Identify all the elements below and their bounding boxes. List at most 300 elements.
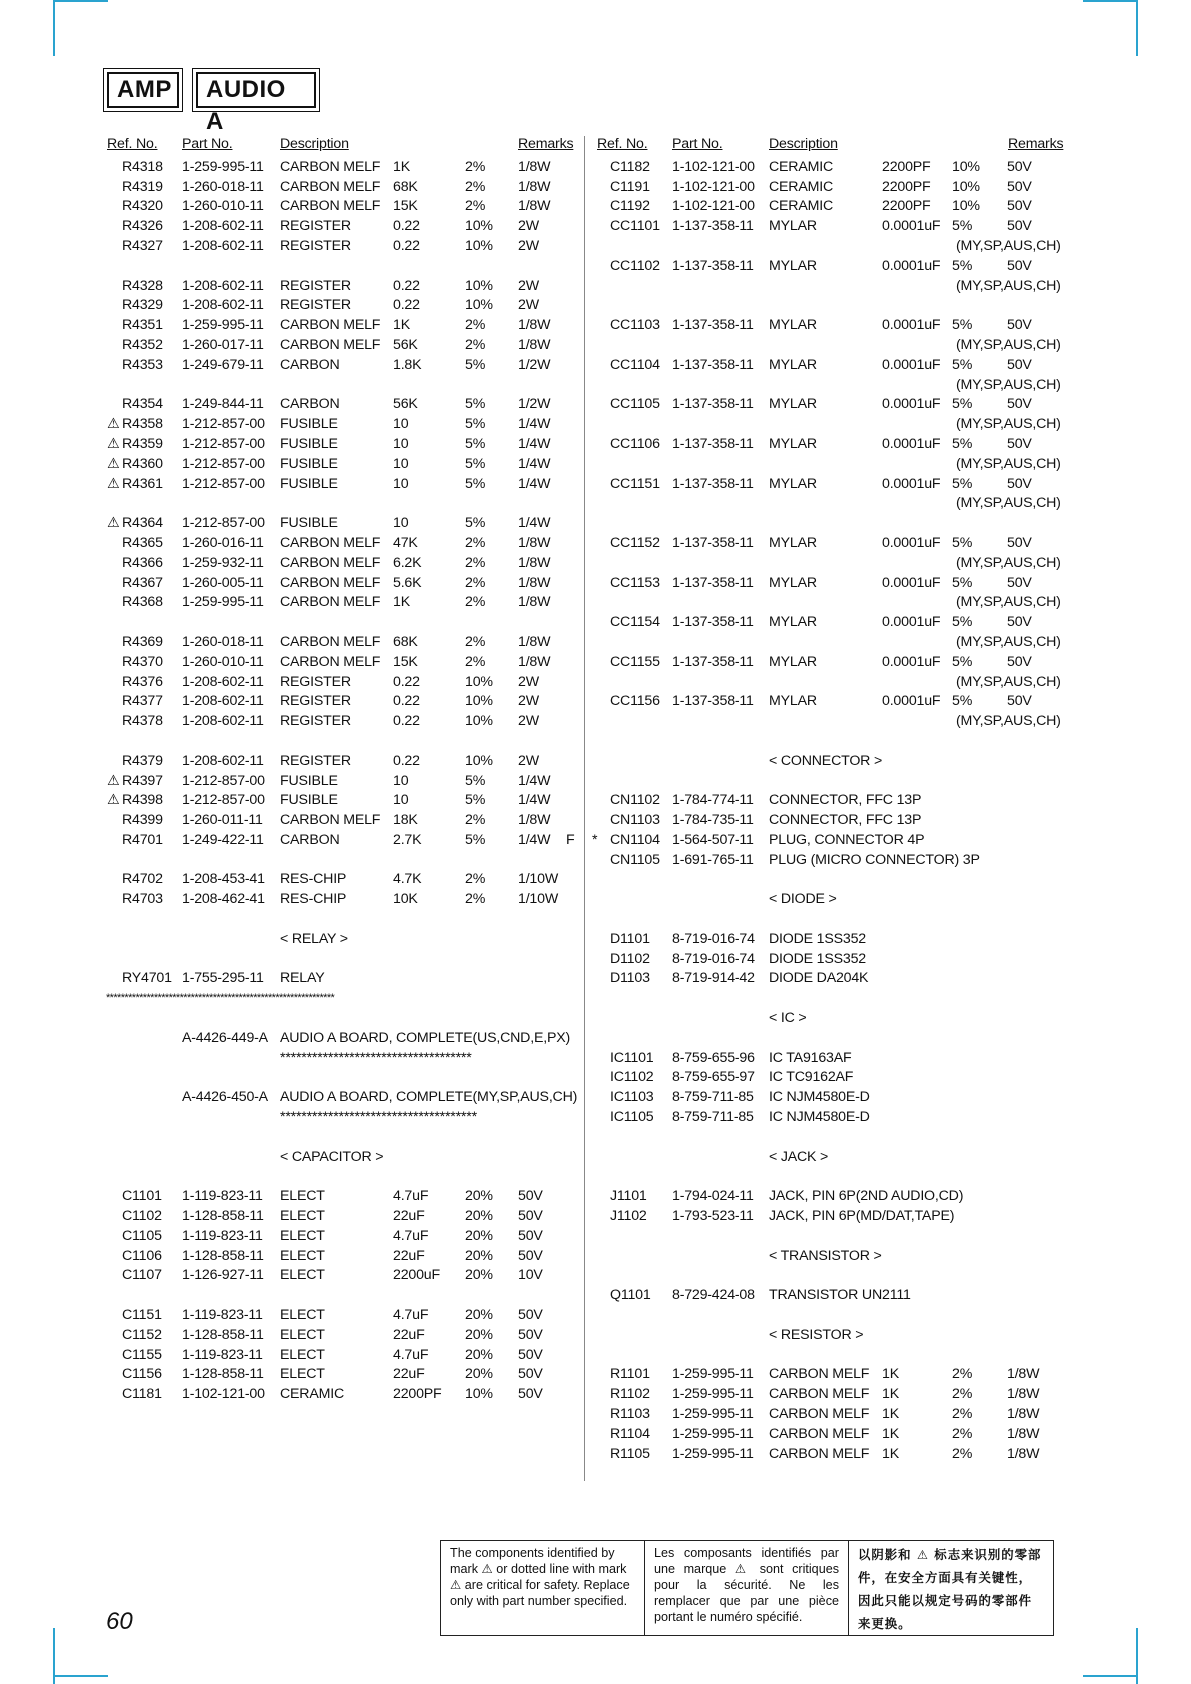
part-no: 1-137-358-11 <box>672 435 754 452</box>
description: CARBON MELF <box>280 574 381 591</box>
value: 1K <box>393 317 410 334</box>
value: 0.22 <box>393 218 420 235</box>
rating: 50V <box>518 1346 543 1363</box>
value: 0.0001uF <box>882 574 941 591</box>
value: 15K <box>393 653 418 670</box>
description: < CAPACITOR > <box>280 1148 384 1165</box>
safety-note-chinese: 以阴影和 ⚠ 标志来识别的零部件，在安全方面具有关键性，因此只能以规定号码的零部件来更换。 <box>858 1547 1042 1631</box>
part-no: 1-260-011-11 <box>182 812 263 829</box>
ref-no: R4358 <box>122 416 163 433</box>
description: RES-CHIP <box>280 891 347 908</box>
part-no: 1-208-602-11 <box>182 752 264 769</box>
table-row <box>588 296 1068 316</box>
ref-no: R4326 <box>122 218 163 235</box>
description: FUSIBLE <box>280 515 338 532</box>
rating: 50V <box>518 1386 543 1403</box>
description: REGISTER <box>280 218 351 235</box>
crop-mark-top-left-v <box>53 0 55 56</box>
rating: 2W <box>518 693 539 710</box>
tolerance: 20% <box>465 1326 493 1343</box>
table-row <box>588 1405 1068 1425</box>
rating: 1/8W <box>518 178 551 195</box>
part-no: 1-137-358-11 <box>672 534 754 551</box>
value: 6.2K <box>393 554 422 571</box>
part-no: 1-755-295-11 <box>182 970 264 987</box>
value: 22uF <box>393 1208 425 1225</box>
safety-note <box>440 1540 1054 1636</box>
section-tag-amp: AMP <box>107 72 179 108</box>
table-row <box>588 692 1068 712</box>
value: 5.6K <box>393 574 422 591</box>
tolerance: 10% <box>465 752 493 769</box>
description: MYLAR <box>769 534 817 551</box>
part-no: 1-793-523-11 <box>672 1208 754 1225</box>
table-row <box>588 1207 1068 1227</box>
part-no: 1-564-507-11 <box>672 831 754 848</box>
tolerance: 10% <box>465 693 493 710</box>
table-row <box>100 435 580 455</box>
critical-mark: ⚠ <box>107 515 120 532</box>
part-no: 8-759-711-85 <box>672 1109 754 1126</box>
description: MYLAR <box>769 396 817 413</box>
tolerance: 5% <box>465 455 486 472</box>
table-row <box>588 1088 1068 1108</box>
critical-mark: ⚠ <box>107 475 120 492</box>
table-row <box>588 217 1068 237</box>
part-no: 1-260-016-11 <box>182 534 264 551</box>
part-no: 8-759-655-96 <box>672 1049 755 1066</box>
ref-no: R1102 <box>610 1386 650 1403</box>
rating: 1/10W <box>518 891 559 908</box>
tolerance: 5% <box>952 218 973 235</box>
table-row <box>100 316 580 336</box>
tolerance: 5% <box>952 475 973 492</box>
table-row <box>100 554 580 574</box>
tolerance: 20% <box>465 1366 493 1383</box>
tolerance: 2% <box>465 198 486 215</box>
table-row <box>588 890 1068 910</box>
table-row <box>100 890 580 910</box>
value: 1K <box>882 1445 899 1462</box>
table-row <box>100 277 580 297</box>
critical-mark: ⚠ <box>107 435 120 452</box>
section-tag-audio-a: AUDIO A <box>196 72 316 108</box>
ref-no: R4354 <box>122 396 163 413</box>
ref-no: IC1101 <box>610 1049 654 1066</box>
value: 56K <box>393 336 418 353</box>
description: ************************************ <box>280 1049 472 1066</box>
ref-no: CN1102 <box>610 792 660 809</box>
part-no: 1-102-121-00 <box>672 178 755 195</box>
table-row <box>100 1286 580 1306</box>
part-no: 8-719-914-42 <box>672 970 755 987</box>
col-part-no: Part No. <box>672 136 723 152</box>
description: ************************************* <box>280 1109 477 1126</box>
description: < IC > <box>769 1010 807 1027</box>
description: CARBON MELF <box>280 554 381 571</box>
remarks: (MY,SP,AUS,CH) <box>956 713 1061 730</box>
ref-no: CC1103 <box>610 317 660 334</box>
tolerance: 5% <box>465 435 486 452</box>
rating: 1/4W <box>518 435 551 452</box>
part-no: 1-137-358-11 <box>672 356 754 373</box>
description: MYLAR <box>769 653 817 670</box>
rating: 50V <box>1007 693 1032 710</box>
ref-no: R4364 <box>122 515 163 532</box>
table-row <box>100 1187 580 1207</box>
description: < DIODE > <box>769 891 837 908</box>
col-description: Description <box>769 136 838 152</box>
table-row <box>588 554 1068 574</box>
description: REGISTER <box>280 297 351 314</box>
table-row <box>588 237 1068 257</box>
description: REGISTER <box>280 237 351 254</box>
value: 2.7K <box>393 831 422 848</box>
value: 1K <box>393 158 410 175</box>
rating: 50V <box>1007 178 1032 195</box>
table-row <box>100 989 580 1009</box>
remarks: (MY,SP,AUS,CH) <box>956 554 1061 571</box>
rating: 2W <box>518 713 539 730</box>
description: ELECT <box>280 1307 325 1324</box>
table-row <box>100 336 580 356</box>
description: MYLAR <box>769 693 817 710</box>
description: CERAMIC <box>769 198 834 215</box>
part-no: 1-128-858-11 <box>182 1208 264 1225</box>
table-row <box>588 930 1068 950</box>
ref-no: CC1152 <box>610 534 660 551</box>
value: 4.7uF <box>393 1227 429 1244</box>
description: FUSIBLE <box>280 416 338 433</box>
description: FUSIBLE <box>280 772 338 789</box>
critical-mark: ⚠ <box>107 792 120 809</box>
col-ref-no: Ref. No. <box>597 136 648 152</box>
table-header <box>588 135 1068 155</box>
ref-no: R4368 <box>122 594 163 611</box>
tolerance: 10% <box>465 1386 493 1403</box>
ref-no: R4379 <box>122 752 163 769</box>
rating: 50V <box>1007 158 1032 175</box>
description: MYLAR <box>769 614 817 631</box>
tolerance: 5% <box>952 693 973 710</box>
table-row <box>100 1326 580 1346</box>
part-no: 1-260-017-11 <box>182 336 264 353</box>
part-no: 1-212-857-00 <box>182 435 265 452</box>
rating: 50V <box>1007 257 1032 274</box>
table-row <box>100 217 580 237</box>
ref-no: R4359 <box>122 435 163 452</box>
table-row <box>588 1068 1068 1088</box>
value: 68K <box>393 633 418 650</box>
rating: 50V <box>518 1366 543 1383</box>
rating: 50V <box>1007 435 1032 452</box>
ref-no: C1155 <box>122 1346 162 1363</box>
description: CERAMIC <box>280 1386 345 1403</box>
description: REGISTER <box>280 713 351 730</box>
description: < CONNECTOR > <box>769 752 883 769</box>
tolerance: 5% <box>465 831 486 848</box>
tolerance: 2% <box>465 178 486 195</box>
part-no: 1-128-858-11 <box>182 1366 264 1383</box>
table-row <box>100 811 580 831</box>
critical-mark: ⚠ <box>107 772 120 789</box>
description: JACK, PIN 6P(MD/DAT,TAPE) <box>769 1208 955 1225</box>
part-no: 1-137-358-11 <box>672 218 754 235</box>
description: MYLAR <box>769 317 817 334</box>
ref-no: J1102 <box>610 1208 647 1225</box>
table-row <box>588 712 1068 732</box>
description: CARBON <box>280 831 340 848</box>
rating: 50V <box>518 1326 543 1343</box>
description: ELECT <box>280 1208 325 1225</box>
table-row <box>100 1346 580 1366</box>
table-row <box>100 257 580 277</box>
ref-no: CC1155 <box>610 653 660 670</box>
table-row <box>100 930 580 950</box>
value: 0.0001uF <box>882 356 941 373</box>
rating: 1/8W <box>518 554 551 571</box>
tolerance: 10% <box>465 277 493 294</box>
tolerance: 2% <box>465 653 486 670</box>
ref-no: IC1103 <box>610 1089 654 1106</box>
rating: 1/8W <box>518 812 551 829</box>
part-no: 8-719-016-74 <box>672 950 755 967</box>
table-row <box>588 772 1068 792</box>
tolerance: 5% <box>952 534 973 551</box>
rating: 50V <box>1007 614 1032 631</box>
table-row <box>588 1385 1068 1405</box>
part-no: 1-212-857-00 <box>182 772 265 789</box>
rating: 1/8W <box>1007 1445 1040 1462</box>
value: 18K <box>393 812 418 829</box>
description: CONNECTOR, FFC 13P <box>769 812 922 829</box>
description: FUSIBLE <box>280 475 338 492</box>
value: 1.8K <box>393 356 422 373</box>
ref-no: C1151 <box>122 1307 162 1324</box>
table-row <box>588 534 1068 554</box>
ref-no: R4328 <box>122 277 163 294</box>
value: 22uF <box>393 1247 425 1264</box>
table-row <box>100 791 580 811</box>
table-row <box>100 395 580 415</box>
safety-note-english: The components identified by mark ⚠ or dotted line with mark ⚠ are critical for safety. Replace only with part number specified. <box>441 1541 645 1635</box>
ref-no: R4320 <box>122 198 163 215</box>
value: 0.0001uF <box>882 317 941 334</box>
rating: 1/8W <box>518 534 551 551</box>
table-row <box>588 1365 1068 1385</box>
table-row <box>100 1049 580 1069</box>
rating: 1/8W <box>518 158 551 175</box>
critical-mark: * <box>592 831 598 848</box>
tolerance: 2% <box>465 871 486 888</box>
table-row <box>100 969 580 989</box>
ref-no: CC1101 <box>610 218 660 235</box>
part-no: 1-208-453-41 <box>182 871 265 888</box>
remarks: (MY,SP,AUS,CH) <box>956 336 1061 353</box>
value: 0.0001uF <box>882 475 941 492</box>
page-number: 60 <box>106 1608 133 1635</box>
ref-no: C1106 <box>122 1247 162 1264</box>
value: 2200PF <box>882 178 931 195</box>
ref-no: CC1151 <box>610 475 660 492</box>
value: 4.7uF <box>393 1307 429 1324</box>
tolerance: 10% <box>465 713 493 730</box>
tolerance: 2% <box>465 594 486 611</box>
rating: 1/8W <box>518 653 551 670</box>
description: REGISTER <box>280 673 351 690</box>
part-no: 1-208-462-41 <box>182 891 265 908</box>
table-row <box>100 1029 580 1049</box>
value: 0.0001uF <box>882 693 941 710</box>
rating: 1/4W <box>518 455 551 472</box>
table-row <box>100 1088 580 1108</box>
col-description: Description <box>280 136 349 152</box>
table-row <box>100 356 580 376</box>
description: CARBON <box>280 396 340 413</box>
part-no: 8-759-711-85 <box>672 1089 754 1106</box>
table-row <box>100 772 580 792</box>
value: 56K <box>393 396 418 413</box>
safety-note-french: Les composants identifiés par une marque ⚠ sont critiques pour la sécurité. Ne les remplacer que par une pièce portant le numéro spécifié. <box>645 1541 849 1635</box>
value: 10 <box>393 455 409 472</box>
critical-mark: ⚠ <box>107 416 120 433</box>
table-row <box>100 613 580 633</box>
ref-no: C1102 <box>122 1208 162 1225</box>
col-ref-no: Ref. No. <box>107 136 158 152</box>
table-row <box>100 732 580 752</box>
rating: 2W <box>518 237 539 254</box>
table-row <box>100 712 580 732</box>
ref-no: Q1101 <box>610 1287 651 1304</box>
part-no: 1-208-602-11 <box>182 713 264 730</box>
rating: 50V <box>1007 574 1032 591</box>
part-no: 1-259-995-11 <box>672 1406 754 1422</box>
rating: 50V <box>518 1208 543 1225</box>
value: 2200PF <box>882 158 931 175</box>
part-no: 1-137-358-11 <box>672 475 754 492</box>
description: DIODE DA204K <box>769 970 869 987</box>
ref-no: R4398 <box>122 792 163 809</box>
value: 4.7uF <box>393 1346 429 1363</box>
table-row <box>100 197 580 217</box>
tolerance: 2% <box>465 336 486 353</box>
col-remarks: Remarks <box>518 136 574 152</box>
table-row <box>588 514 1068 534</box>
part-no: 1-208-602-11 <box>182 218 264 235</box>
tolerance: 5% <box>952 356 973 373</box>
tolerance: 20% <box>465 1247 493 1264</box>
part-no: 1-137-358-11 <box>672 257 754 274</box>
description: ELECT <box>280 1188 325 1205</box>
ref-no: R4399 <box>122 812 163 829</box>
ref-no: C1105 <box>122 1227 162 1244</box>
rating: 1/8W <box>518 633 551 650</box>
value: 10K <box>393 891 418 908</box>
part-no: 1-249-422-11 <box>182 831 264 848</box>
ref-no: C1107 <box>122 1267 162 1284</box>
table-row <box>100 653 580 673</box>
part-no: 1-212-857-00 <box>182 792 265 809</box>
description: REGISTER <box>280 693 351 710</box>
ref-no: R4367 <box>122 574 163 591</box>
description: PLUG, CONNECTOR 4P <box>769 831 925 848</box>
ref-no: J1101 <box>610 1188 647 1205</box>
tolerance: 2% <box>952 1386 973 1403</box>
part-no: 1-137-358-11 <box>672 653 754 670</box>
parts-list-left-body <box>100 158 580 1405</box>
part-no: 1-208-602-11 <box>182 693 264 710</box>
part-no: 1-119-823-11 <box>182 1307 263 1324</box>
rating: 50V <box>1007 475 1032 492</box>
table-row <box>100 1227 580 1247</box>
ref-no: R1104 <box>610 1425 650 1442</box>
description: CARBON MELF <box>769 1445 870 1462</box>
table-row <box>100 534 580 554</box>
ref-no: D1102 <box>610 950 650 967</box>
tolerance: 5% <box>952 257 973 274</box>
value: 0.22 <box>393 752 420 769</box>
rating: 2W <box>518 673 539 690</box>
rating: 1/8W <box>1007 1386 1040 1403</box>
crop-mark-top-right-v <box>1136 0 1138 56</box>
description: < TRANSISTOR > <box>769 1247 882 1264</box>
ref-no: C1192 <box>610 198 650 215</box>
table-row <box>100 455 580 475</box>
table-row <box>588 1148 1068 1168</box>
value: 10 <box>393 772 409 789</box>
table-row <box>100 831 580 851</box>
part-no: 1-208-602-11 <box>182 277 264 294</box>
ref-no: CN1103 <box>610 812 660 829</box>
rating: 50V <box>518 1188 543 1205</box>
part-no: 1-259-995-11 <box>182 317 264 334</box>
part-no: 1-259-995-11 <box>672 1445 754 1462</box>
tolerance: 2% <box>952 1425 973 1442</box>
table-row <box>588 989 1068 1009</box>
rating: 2W <box>518 297 539 314</box>
table-row <box>588 1128 1068 1148</box>
value: 0.22 <box>393 277 420 294</box>
rating: 10V <box>518 1267 543 1284</box>
value: 10 <box>393 416 409 433</box>
description: ELECT <box>280 1227 325 1244</box>
part-no: 1-212-857-00 <box>182 515 265 532</box>
rating: 50V <box>1007 356 1032 373</box>
table-row <box>588 653 1068 673</box>
rating: 1/8W <box>518 336 551 353</box>
table-row <box>100 494 580 514</box>
part-no: 1-260-018-11 <box>182 178 264 195</box>
table-row <box>588 1187 1068 1207</box>
table-row <box>588 593 1068 613</box>
tolerance: 5% <box>952 435 973 452</box>
part-no: 1-212-857-00 <box>182 416 265 433</box>
value: 0.0001uF <box>882 257 941 274</box>
part-no: 1-102-121-00 <box>672 158 755 175</box>
part-no: 1-128-858-11 <box>182 1247 264 1264</box>
table-row <box>588 1326 1068 1346</box>
part-no: 1-128-858-11 <box>182 1326 264 1343</box>
table-row <box>588 1425 1068 1445</box>
table-row <box>588 752 1068 772</box>
table-row <box>588 969 1068 989</box>
table-row <box>588 1108 1068 1128</box>
ref-no: R4318 <box>122 158 163 175</box>
table-row <box>100 158 580 178</box>
description: MYLAR <box>769 475 817 492</box>
value: 0.22 <box>393 673 420 690</box>
table-row <box>100 1247 580 1267</box>
